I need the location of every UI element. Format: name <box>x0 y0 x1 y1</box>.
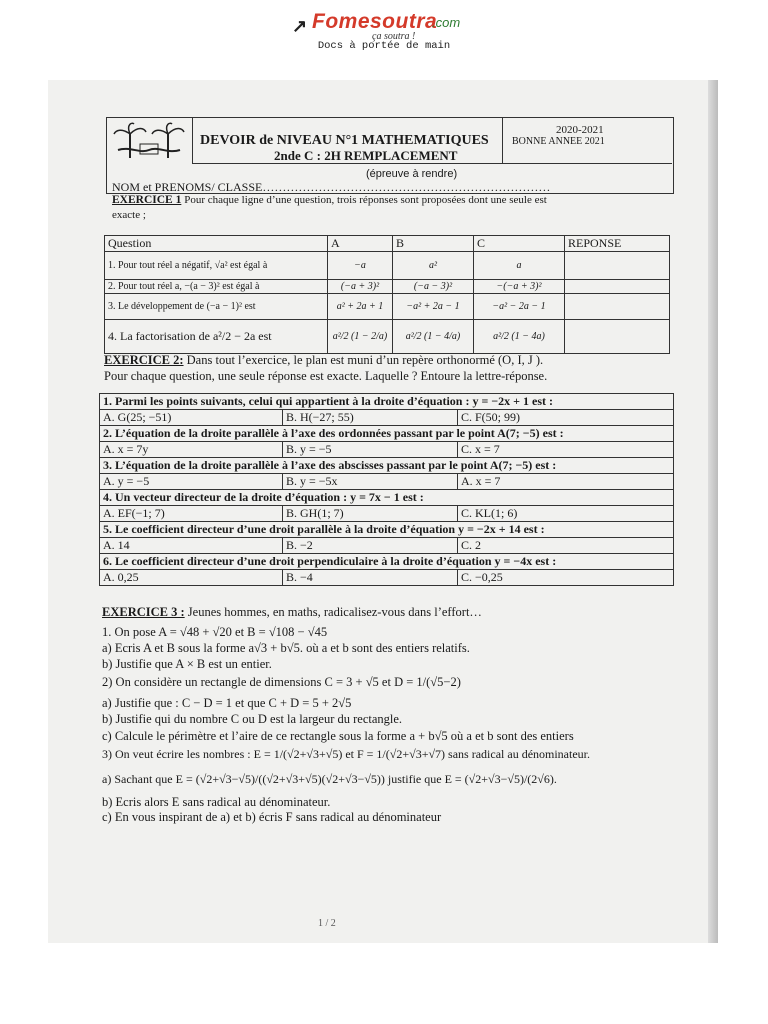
option-c[interactable]: C. −0,25 <box>458 570 674 586</box>
option-a[interactable]: A. 14 <box>100 538 283 554</box>
table-row <box>105 320 670 354</box>
ex1-heading <box>112 194 547 206</box>
ex3-line: 3) On veut écrire les nombres : E = 1/(√2+√3+√5) et F = 1/(√2+√3+√7) sans radical au dénominateur. <box>102 747 591 761</box>
site-header <box>0 0 768 70</box>
option-a[interactable]: A. x = 7y <box>100 442 283 458</box>
site-logo[interactable]: Fomesoutra <box>312 10 438 33</box>
option-b[interactable]: B. y = −5x <box>283 474 458 490</box>
col-header-reponse: REPONSE <box>565 236 670 252</box>
option-b[interactable]: B. H(−27; 55) <box>283 410 458 426</box>
new-year-wish: BONNE ANNEE 2021 <box>512 136 605 147</box>
ex3-line: 2) On considère un rectangle de dimensions C = 3 + √5 et D = 1/(√5−2) <box>102 675 461 689</box>
ex3-line: b) Justifie que A × B est un entier. <box>102 657 272 671</box>
question-cell: 3. Le développement de (−a − 1)² est <box>105 294 328 320</box>
name-class-line: NOM et PRENOMS/ CLASSE……………………………………………………………… <box>112 180 551 194</box>
ex3-line: 1. On pose A = √48 + √20 et B = √108 − √45 <box>102 625 328 639</box>
question-cell: 2. Pour tout réel a, −(a − 3)² est égal à <box>105 280 328 294</box>
ex3-line: a) Ecris A et B sous la forme a√3 + b√5. où a et b sont des entiers relatifs. <box>102 641 470 655</box>
option-c[interactable]: C. F(50; 99) <box>458 410 674 426</box>
question-5: 5. Le coefficient directeur d’une droit parallèle à la droite d’équation y = −2x + 14 est : <box>100 522 674 538</box>
divider <box>192 117 193 163</box>
question-cell: 4. La factorisation de a²/2 − 2a est <box>105 320 328 354</box>
table-row <box>105 280 670 294</box>
table-row <box>105 252 670 280</box>
question-cell: 1. Pour tout réel a négatif, √a² est égal à <box>105 252 328 280</box>
response-cell[interactable] <box>565 294 670 320</box>
question-1: 1. Parmi les points suivants, celui qui appartient à la droite d’équation : y = −2x + 1 est : <box>100 394 674 410</box>
ex1-intro: Pour chaque ligne d’une question, trois réponses sont proposées dont une seule est <box>184 194 547 206</box>
ex3-line: b) Justifie qui du nombre C ou D est la largeur du rectangle. <box>102 712 403 726</box>
answer-a[interactable]: a²/2 (1 − 2/a) <box>328 320 393 354</box>
option-c[interactable]: A. x = 7 <box>458 474 674 490</box>
response-cell[interactable] <box>565 320 670 354</box>
option-b[interactable]: B. −2 <box>283 538 458 554</box>
ex2-title: EXERCICE 2: <box>104 353 184 367</box>
ex2-intro-2: Pour chaque question, une seule réponse est exacte. Laquelle ? Entoure la lettre-réponse. <box>104 369 548 383</box>
ex2-heading <box>104 353 543 368</box>
option-b[interactable]: B. GH(1; 7) <box>283 506 458 522</box>
site-logo-suffix: .com <box>432 15 461 30</box>
ex2-intro: Dans tout l’exercice, le plan est muni d’un repère orthonormé (O, I, J ). <box>186 353 544 367</box>
col-header-c: C <box>474 236 565 252</box>
exam-subtitle: 2nde C : 2H REMPLACEMENT <box>274 148 458 163</box>
option-b[interactable]: B. −4 <box>283 570 458 586</box>
ex3-title: EXERCICE 3 : <box>102 605 185 619</box>
answer-b[interactable]: (−a − 3)² <box>393 280 474 294</box>
response-cell[interactable] <box>565 252 670 280</box>
logo-swoosh-icon: ↗ <box>292 16 308 36</box>
school-year: 2020-2021 <box>556 124 604 136</box>
ex3-line: c) En vous inspirant de a) et b) écris F sans radical au dénominateur <box>102 810 442 824</box>
col-header-b: B <box>393 236 474 252</box>
ex3-intro: Jeunes hommes, en maths, radicalisez-vous dans l’effort… <box>187 605 482 619</box>
option-a[interactable]: A. 0,25 <box>100 570 283 586</box>
answer-c[interactable]: −(−a + 3)² <box>474 280 565 294</box>
answer-a[interactable]: (−a + 3)² <box>328 280 393 294</box>
col-header-a: A <box>328 236 393 252</box>
ex3-heading <box>102 605 482 620</box>
table-row <box>105 294 670 320</box>
ex3-line: b) Ecris alors E sans radical au dénominateur. <box>102 795 331 809</box>
ex3-line: c) Calcule le périmètre et l’aire de ce rectangle sous la forme a + b√5 où a et b sont des entiers <box>102 729 574 743</box>
answer-b[interactable]: −a² + 2a − 1 <box>393 294 474 320</box>
option-a[interactable]: A. EF(−1; 7) <box>100 506 283 522</box>
answer-b[interactable]: a² <box>393 252 474 280</box>
option-c[interactable]: C. 2 <box>458 538 674 554</box>
exam-title: DEVOIR de NIVEAU N°1 MATHEMATIQUES <box>200 133 489 148</box>
divider <box>502 117 503 163</box>
ex2-table <box>99 393 674 586</box>
page-edge-shadow <box>708 80 718 943</box>
response-cell[interactable] <box>565 280 670 294</box>
answer-c[interactable]: a²/2 (1 − 4a) <box>474 320 565 354</box>
col-header-question: Question <box>105 236 328 252</box>
school-emblem-icon <box>110 120 188 162</box>
page-number: 1 / 2 <box>318 918 336 929</box>
ex1-table <box>104 235 670 354</box>
option-a[interactable]: A. y = −5 <box>100 474 283 490</box>
answer-b[interactable]: a²/2 (1 − 4/a) <box>393 320 474 354</box>
ex3-line: a) Sachant que E = (√2+√3−√5)/((√2+√3+√5)(√2+√3−√5)) justifie que E = (√2+√3−√5)/(2√6). <box>102 772 557 786</box>
option-c[interactable]: C. x = 7 <box>458 442 674 458</box>
option-a[interactable]: A. G(25; −51) <box>100 410 283 426</box>
answer-a[interactable]: −a <box>328 252 393 280</box>
option-b[interactable]: B. y = −5 <box>283 442 458 458</box>
answer-c[interactable]: a <box>474 252 565 280</box>
ex1-intro-2: exacte ; <box>112 209 146 221</box>
site-logo-tagline: ça soutra ! <box>372 31 416 42</box>
ex1-title: EXERCICE 1 <box>112 194 182 206</box>
site-tagline: Docs à portée de main <box>317 40 451 52</box>
question-3: 3. L’équation de la droite parallèle à l’axe des abscisses passant par le point A(7; −5) est : <box>100 458 674 474</box>
question-2: 2. L’équation de la droite parallèle à l’axe des ordonnées passant par le point A(7; −5) est : <box>100 426 674 442</box>
option-c[interactable]: C. KL(1; 6) <box>458 506 674 522</box>
question-6: 6. Le coefficient directeur d’une droit perpendiculaire à la droite d’équation y = −4x est : <box>100 554 674 570</box>
exam-note: (épreuve à rendre) <box>366 168 458 180</box>
answer-a[interactable]: a² + 2a + 1 <box>328 294 393 320</box>
question-4: 4. Un vecteur directeur de la droite d’équation : y = 7x − 1 est : <box>100 490 674 506</box>
answer-c[interactable]: −a² − 2a − 1 <box>474 294 565 320</box>
ex3-line: a) Justifie que : C − D = 1 et que C + D = 5 + 2√5 <box>102 696 352 710</box>
